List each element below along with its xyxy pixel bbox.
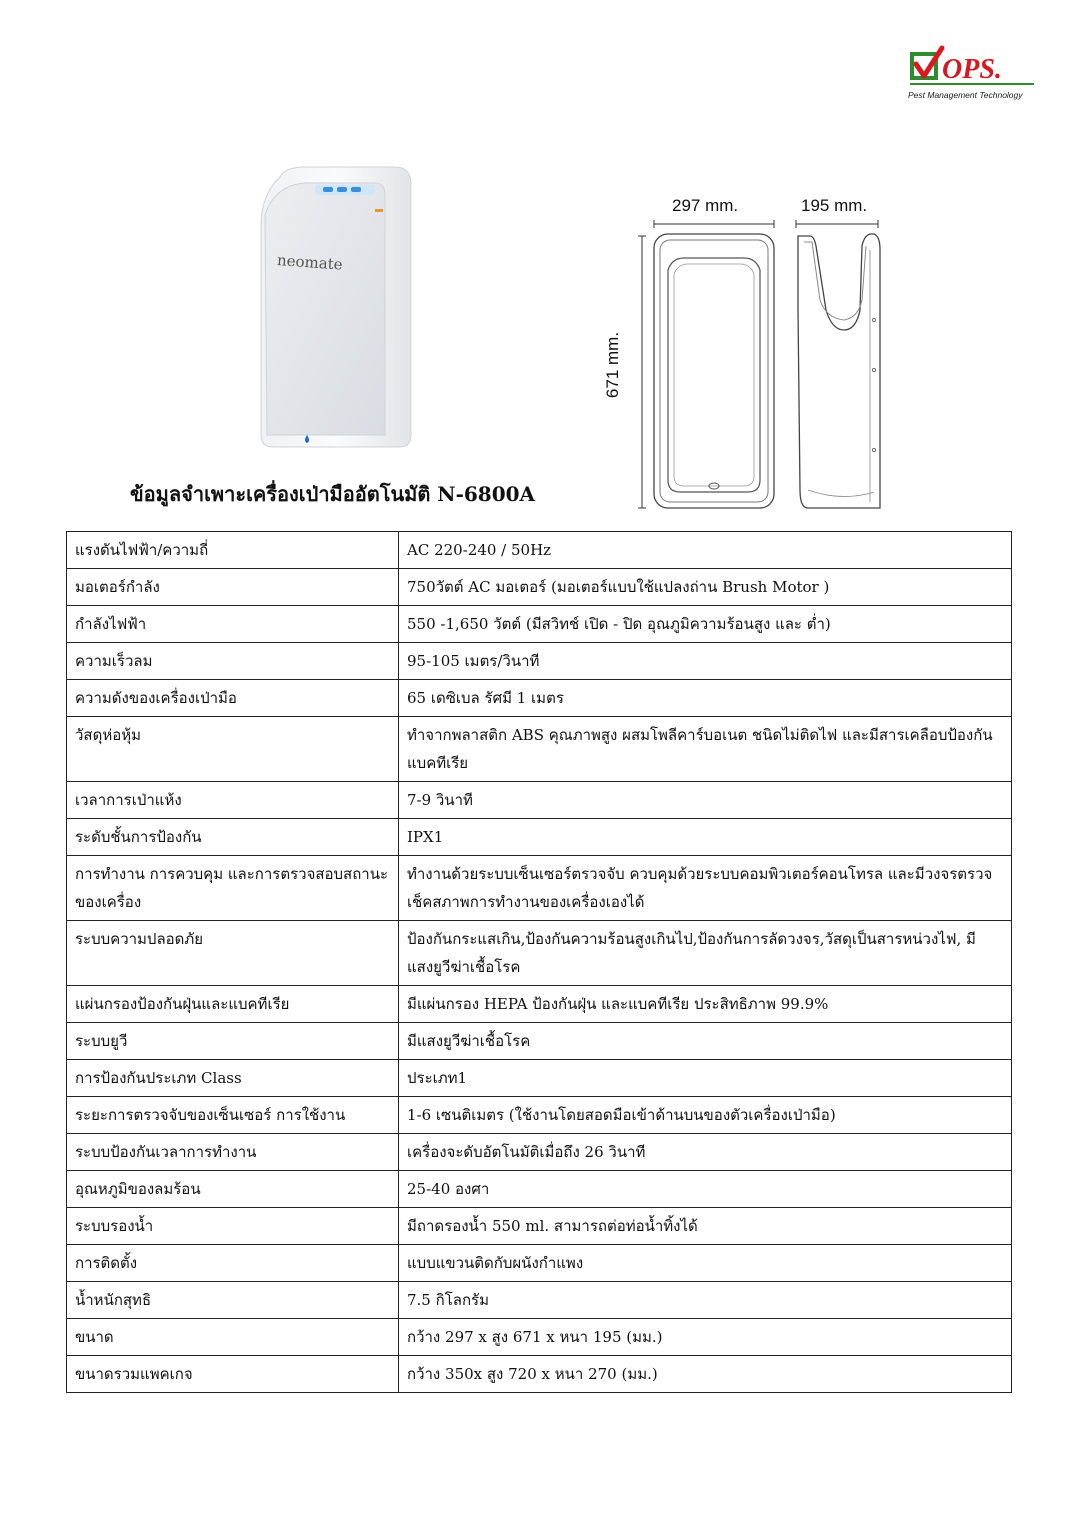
logo-tagline: Pest Management Technology — [908, 90, 1023, 100]
spec-value: 7-9 วินาที — [399, 782, 1012, 819]
spec-value: 25-40 องศา — [399, 1171, 1012, 1208]
spec-row — [67, 532, 1012, 569]
spec-label: แรงดันไฟฟ้า/ความถี่ — [67, 532, 399, 569]
spec-value: ทำงานด้วยระบบเซ็นเซอร์ตรวจจับ ควบคุมด้วยระบบคอมพิวเตอร์คอนโทรล และมีวงจรตรวจเช็คสภาพการทำงานของเครื่องเองได้ — [399, 856, 1012, 921]
spec-row — [67, 856, 1012, 921]
spec-label: มอเตอร์กำลัง — [67, 569, 399, 606]
spec-value: มีแสงยูวีฆ่าเชื้อโรค — [399, 1023, 1012, 1060]
spec-label: การป้องกันประเภท Class — [67, 1060, 399, 1097]
spec-label: การทำงาน การควบคุม และการตรวจสอบสถานะของเครื่อง — [67, 856, 399, 921]
spec-row — [67, 1060, 1012, 1097]
spec-value: 7.5 กิโลกรัม — [399, 1282, 1012, 1319]
spec-row — [67, 1134, 1012, 1171]
spec-row — [67, 1356, 1012, 1393]
spec-value: มีถาดรองน้ำ 550 ml. สามารถต่อท่อน้ำทิ้งได้ — [399, 1208, 1012, 1245]
spec-value: 95-105 เมตร/วินาที — [399, 643, 1012, 680]
product-brand: neomate — [276, 251, 344, 274]
spec-label: ขนาด — [67, 1319, 399, 1356]
product-photo — [245, 165, 415, 455]
spec-value: 65 เดซิเบล รัศมี 1 เมตร — [399, 680, 1012, 717]
spec-label: การติดตั้ง — [67, 1245, 399, 1282]
spec-row — [67, 1208, 1012, 1245]
spec-value: ทำจากพลาสติก ABS คุณภาพสูง ผสมโพลีคาร์บอเนต ชนิดไม่ติดไฟ และมีสารเคลือบป้องกันแบคทีเรีย — [399, 717, 1012, 782]
dimension-height-label: 671 mm. — [603, 331, 623, 399]
spec-label: ความเร็วลม — [67, 643, 399, 680]
spec-value: AC 220-240 / 50Hz — [399, 532, 1012, 569]
spec-row — [67, 1245, 1012, 1282]
spec-row — [67, 782, 1012, 819]
spec-value: เครื่องจะดับอัตโนมัติเมื่อถึง 26 วินาที — [399, 1134, 1012, 1171]
spec-row — [67, 819, 1012, 856]
spec-value: มีแผ่นกรอง HEPA ป้องกันฝุ่น และแบคทีเรีย ประสิทธิภาพ 99.9% — [399, 986, 1012, 1023]
spec-table — [66, 531, 1012, 1393]
logo-text: OPS. — [942, 54, 1002, 85]
spec-row — [67, 569, 1012, 606]
spec-value: ป้องกันกระแสเกิน,ป้องกันความร้อนสูงเกินไป,ป้องกันการลัดวงจร,วัสดุเป็นสารหน่วงไฟ, มีแสงยูวีฆ่าเชื้อโรค — [399, 921, 1012, 986]
spec-label: น้ำหนักสุทธิ — [67, 1282, 399, 1319]
spec-row — [67, 1097, 1012, 1134]
dimension-drawing — [612, 190, 892, 520]
spec-label: ระดับชั้นการป้องกัน — [67, 819, 399, 856]
spec-value: กว้าง 350x สูง 720 x หนา 270 (มม.) — [399, 1356, 1012, 1393]
spec-row — [67, 680, 1012, 717]
spec-row — [67, 986, 1012, 1023]
spec-label: วัสดุห่อหุ้ม — [67, 717, 399, 782]
spec-row — [67, 643, 1012, 680]
spec-label: กำลังไฟฟ้า — [67, 606, 399, 643]
spec-value: IPX1 — [399, 819, 1012, 856]
spec-value: 750วัตต์ AC มอเตอร์ (มอเตอร์แบบใช้แปลงถ่าน Brush Motor ) — [399, 569, 1012, 606]
dimension-width-label: 297 mm. — [672, 196, 739, 215]
spec-label: เวลาการเป่าแห้ง — [67, 782, 399, 819]
spec-label: ระบบยูวี — [67, 1023, 399, 1060]
spec-label: อุณหภูมิของลมร้อน — [67, 1171, 399, 1208]
spec-value: กว้าง 297 x สูง 671 x หนา 195 (มม.) — [399, 1319, 1012, 1356]
spec-row — [67, 1171, 1012, 1208]
spec-row — [67, 921, 1012, 986]
spec-value: แบบแขวนติดกับผนังกำแพง — [399, 1245, 1012, 1282]
logo-mark — [906, 44, 1046, 90]
spec-label: ระบบรองน้ำ — [67, 1208, 399, 1245]
spec-label: ความดังของเครื่องเป่ามือ — [67, 680, 399, 717]
spec-row — [67, 606, 1012, 643]
spec-label: ระบบความปลอดภัย — [67, 921, 399, 986]
spec-label: ระยะการตรวจจับของเซ็นเซอร์ การใช้งาน — [67, 1097, 399, 1134]
document-title: ข้อมูลจำเพาะเครื่องเป่ามืออัตโนมัติ N-6800A — [130, 482, 536, 506]
spec-table-body — [67, 532, 1012, 1393]
spec-row — [67, 717, 1012, 782]
spec-label: ขนาดรวมแพคเกจ — [67, 1356, 399, 1393]
spec-value: 550 -1,650 วัตต์ (มีสวิทช์ เปิด - ปิด อุณภูมิความร้อนสูง และ ต่ำ) — [399, 606, 1012, 643]
spec-value: 1-6 เซนติเมตร (ใช้งานโดยสอดมือเข้าด้านบนของตัวเครื่องเป่ามือ) — [399, 1097, 1012, 1134]
dimension-depth-label: 195 mm. — [801, 196, 868, 215]
spec-row — [67, 1023, 1012, 1060]
spec-label: ระบบป้องกันเวลาการทำงาน — [67, 1134, 399, 1171]
spec-value: ประเภท1 — [399, 1060, 1012, 1097]
spec-label: แผ่นกรองป้องกันฝุ่นและแบคทีเรีย — [67, 986, 399, 1023]
spec-row — [67, 1282, 1012, 1319]
spec-row — [67, 1319, 1012, 1356]
company-logo — [906, 44, 1046, 104]
